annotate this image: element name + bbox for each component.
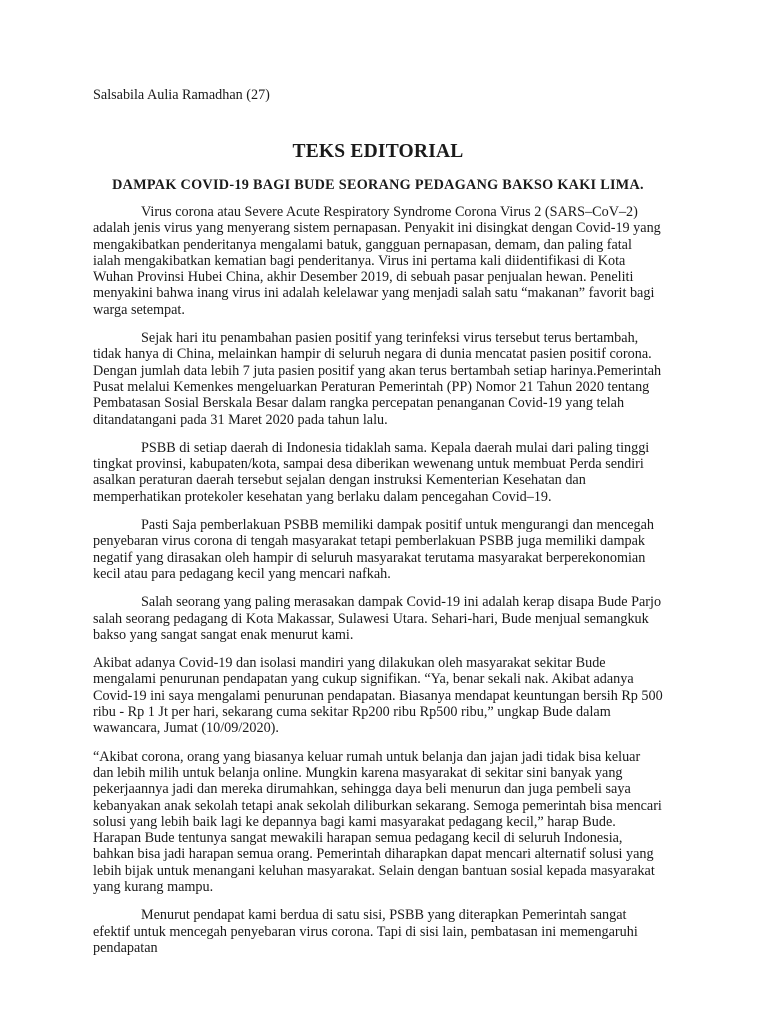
paragraph-2: Sejak hari itu penambahan pasien positif yang terinfeksi virus tersebut terus bertambah, tidak hanya di China, melainkan hampir di seluruh negara di dunia mencatat pasien positif corona. Dengan jumlah data lebih 7 juta pasien positif yang akan terus bertambah setiap harinya.Pemerintah Pusat melalui Kemenkes mengeluarkan Peraturan Pemerintah (PP) Nomor 21 Tahun 2020 tentang Pembatasan Sosial Berskala Besar dalam rangka percepatan penanganan Covid-19 yang telah ditandatangani pada 31 Maret 2020 pada tahun lalu.: [93, 330, 662, 428]
paragraph-4: Pasti Saja pemberlakuan PSBB memiliki dampak positif untuk mengurangi dan mencegah penyebaran virus corona di tengah masyarakat tetapi pemberlakuan PSBB juga memiliki dampak negatif yang dirasakan oleh hampir di seluruh masyarakat terutama masyarakat berperekonomian kecil atau para pedagang kecil yang mencari nafkah.: [93, 517, 655, 582]
paragraph-8: Menurut pendapat kami berdua di satu sisi, PSBB yang diterapkan Pemerintah sangat efektif untuk mencegah penyebaran virus corona. Tapi di sisi lain, pembatasan ini memengaruhi pendapatan: [93, 907, 638, 956]
page-subtitle: DAMPAK COVID-19 BAGI BUDE SEORANG PEDAGANG BAKSO KAKI LIMA.: [112, 177, 644, 193]
paragraph-3: PSBB di setiap daerah di Indonesia tidaklah sama. Kepala daerah mulai dari paling tinggi tingkat provinsi, kabupaten/kota, sampai desa diberikan wewenang untuk membuat Perda sendiri asalkan peraturan daerah tersebut sejalan dengan instruksi Kementerian Kesehatan dan memperhatikan protekoler kesehatan yang berlaku dalam pencegahan Covid–19.: [93, 439, 650, 505]
paragraph-7: “Akibat corona, orang yang biasanya keluar rumah untuk belanja dan jajan jadi tidak bisa keluar dan lebih milih untuk belanja online. Mungkin karena masyarakat di sekitar sini banyak yang pekerjaannya jadi dan mereka dirumahkan, sehingga daya beli menurun dan juga pembeli saya kebanyakan anak sekolah tetapi anak sekolah diliburkan sekarang. Semoga pemerintah bisa mencari solusi yang lebih baik lagi ke depannya bagi kami masyarakat pedagang kecil,” harap Bude. Harapan Bude tentunya sangat mewakili harapan semua pedagang kecil di seluruh Indonesia, bahkan bisa jadi harapan semua orang. Pemerintah diharapkan dapat mencari alternatif solusi yang lebih bijak untuk menangani keluhan masyarakat. Selain dengan bantuan sosial kepada masyarakat yang kurang mampu.: [93, 748, 662, 895]
paragraph-6: Akibat adanya Covid-19 dan isolasi mandiri yang dilakukan oleh masyarakat sekitar Bude mengalami penurunan pendapatan yang cukup signifikan. “Ya, benar sekali nak. Akibat adanya Covid-19 ini saya mengalami penurunan pendapatan. Biasanya mendapat keuntungan bersih Rp 500 ribu - Rp 1 Jt per hari, sekarang cuma sekitar Rp200 ribu Rp500 ribu,” ungkap Bude dalam wawancara, Jumat (10/09/2020).: [93, 655, 663, 737]
paragraph-1: Virus corona atau Severe Acute Respiratory Syndrome Corona Virus 2 (SARS–CoV–2) adalah jenis virus yang menyerang sistem pernapasan. Penyakit ini disingkat dengan Covid-19 yang mengakibatkan penderitanya mengalami batuk, gangguan pernapasan, demam, dan paling fatal ialah mengakibatkan kematian bagi penderitanya. Virus ini pertama kali diidentifikasi di Kota Wuhan Provinsi Hubei China, akhir Desember 2019, di sebuah pasar penjualan hewan. Peneliti menyakini bahwa inang virus ini adalah kelelawar yang menjadi salah satu “makanan” favorit bagi warga setempat.: [93, 204, 661, 318]
paragraph-5: Salah seorang yang paling merasakan dampak Covid-19 ini adalah kerap disapa Bude Parjo salah seorang pedagang di Kota Makassar, Sulawesi Utara. Sehari-hari, Bude menjual semangkuk bakso yang sangat sangat enak menurut kami.: [93, 594, 662, 643]
page-title: TEKS EDITORIAL: [292, 141, 464, 162]
author-line: Salsabila Aulia Ramadhan (27): [93, 87, 270, 103]
